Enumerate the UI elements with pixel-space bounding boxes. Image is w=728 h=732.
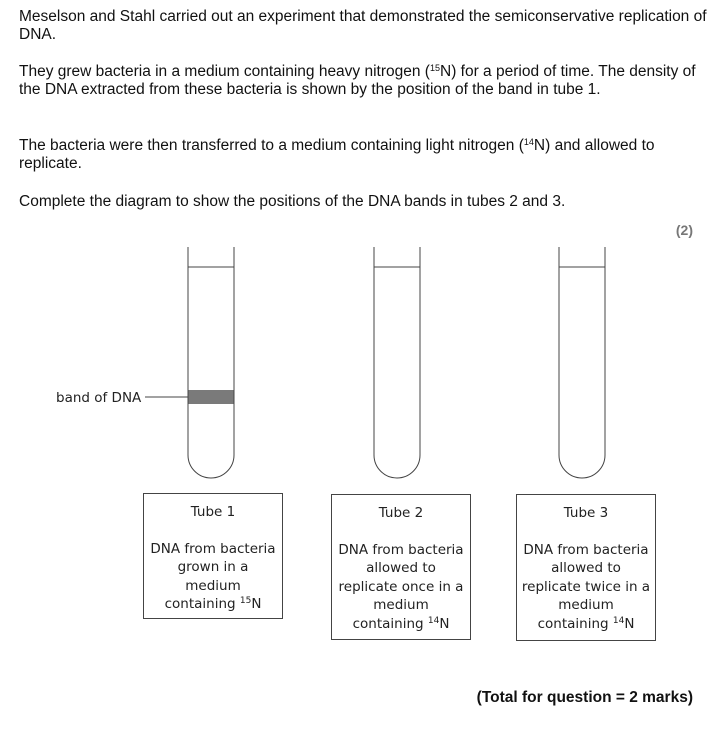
- tube-2-isotope-superscript: 14: [427, 615, 440, 626]
- tube-1-description-text: DNA from bacteria grown in a medium containing: [150, 540, 276, 612]
- tube-3-element-symbol: N: [624, 615, 635, 632]
- tube-3-title: Tube 3: [563, 505, 609, 521]
- p3-text-start: The bacteria were then transferred to a medium containing light nitrogen (: [19, 137, 524, 154]
- tube-1-title: Tube 1: [190, 504, 236, 520]
- tube-3-caption: [516, 494, 656, 641]
- tube-1-outline: [188, 247, 234, 478]
- tube-3-description-text: DNA from bacteria allowed to replicate twice in a medium containing: [521, 541, 651, 632]
- p2-text-end: N) for a period of time. The density of the DNA extracted from these bacteria is shown by the position of the band in tube 1.: [19, 63, 696, 98]
- p2-text-start: They grew bacteria in a medium containing heavy nitrogen (: [19, 63, 430, 80]
- band-of-dna-label: band of DNA: [56, 390, 142, 406]
- total-marks: (Total for question = 2 marks): [476, 689, 693, 706]
- tube-2-caption: [331, 494, 471, 640]
- marks-indicator: (2): [675, 222, 693, 238]
- p3-text-end: N) and allowed to replicate.: [19, 137, 655, 172]
- tube-3-description: [517, 541, 655, 634]
- tube-1-dna-band: [189, 390, 234, 404]
- tube-1-isotope-superscript: 15: [239, 596, 252, 606]
- p2-isotope-superscript: 15: [429, 63, 440, 73]
- tube-3-outline: [559, 247, 605, 478]
- p3-isotope-superscript: 14: [523, 137, 534, 147]
- tube-2-description-text: DNA from bacteria allowed to replicate once in a medium containing: [338, 541, 464, 632]
- tube-2-element-symbol: N: [439, 615, 450, 632]
- tube-2-description: [332, 541, 470, 634]
- tube-1-description: [144, 540, 282, 614]
- tube-2-outline: [374, 247, 420, 478]
- tube-1: [188, 247, 234, 478]
- tube-3[interactable]: [559, 247, 605, 478]
- intro-paragraph: Meselson and Stahl carried out an experiment that demonstrated the semiconservative replication of DNA.: [19, 8, 707, 43]
- tube-1-element-symbol: N: [251, 596, 262, 612]
- tube-1-caption: [143, 493, 283, 619]
- tube-3-isotope-superscript: 14: [612, 615, 625, 626]
- instruction-paragraph: Complete the diagram to show the positions of the DNA bands in tubes 2 and 3.: [19, 193, 566, 210]
- tube-2[interactable]: [374, 247, 420, 478]
- tube-2-title: Tube 2: [378, 505, 424, 521]
